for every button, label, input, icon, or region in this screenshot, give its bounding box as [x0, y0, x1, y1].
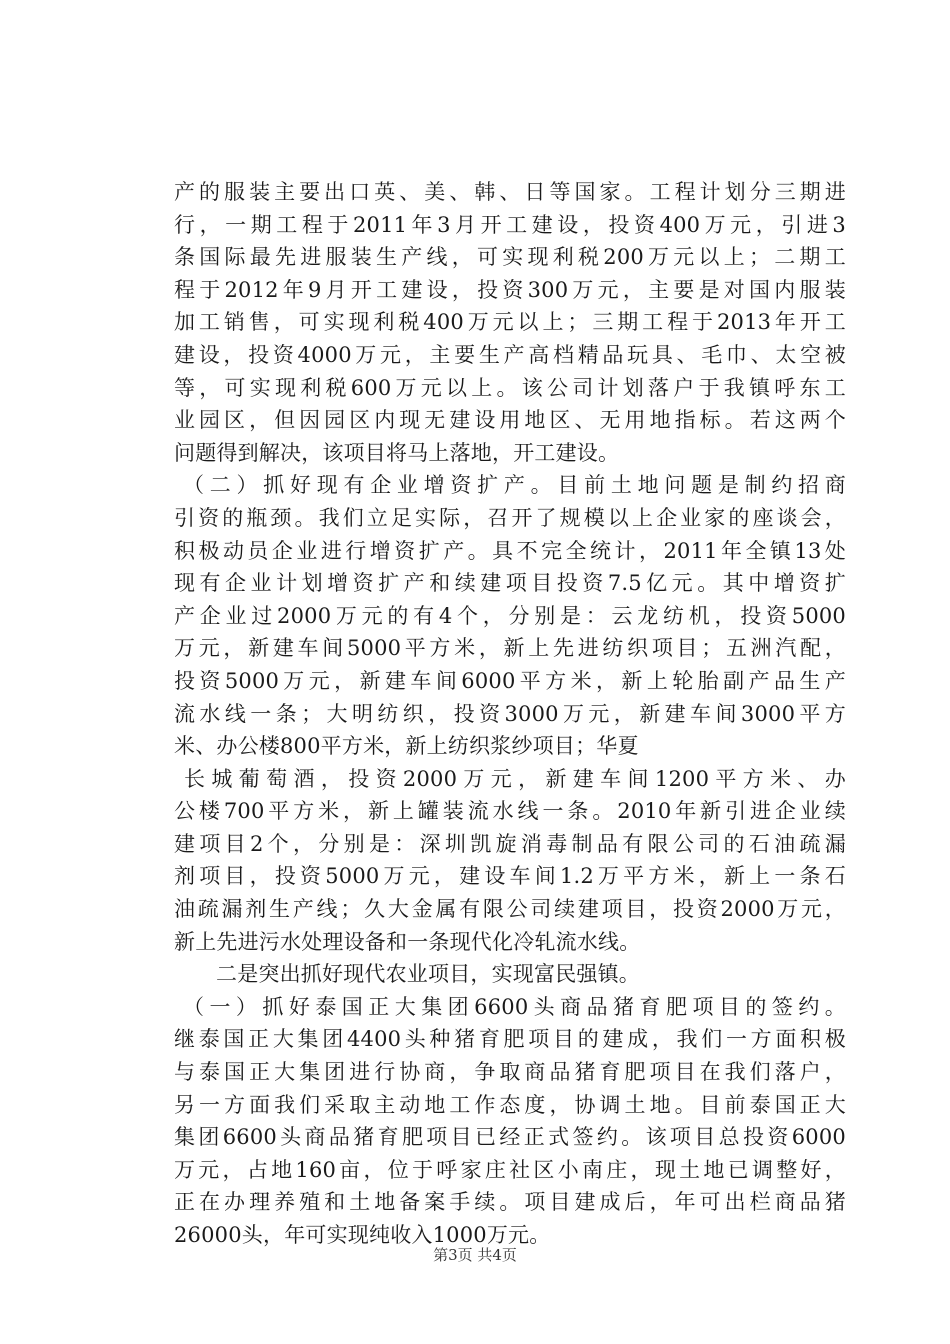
- text-line: 建设，投资4000万元，主要生产高档精品玩具、毛巾、太空被: [174, 342, 846, 367]
- text-line: 与泰国正大集团进行协商，争取商品猪育肥项目在我们落户，: [174, 1060, 846, 1085]
- text-line: 产的服装主要出口英、美、韩、日等国家。工程计划分三期进: [174, 180, 846, 204]
- text-line: 等，可实现利税600万元以上。该公司计划落户于我镇呼东工: [174, 375, 846, 400]
- text-line: 条国际最先进服装生产线，可实现利税200万元以上；二期工: [174, 245, 846, 270]
- text-line: 程于2012年9月开工建设，投资300万元，主要是对国内服装: [174, 277, 846, 302]
- text-line: 新上先进污水处理设备和一条现代化冷轧流水线。: [174, 929, 641, 954]
- text-line: 现有企业计划增资扩产和续建项目投资7.5亿元。其中增资扩: [174, 571, 846, 596]
- text-line: 万元，新建车间5000平方米，新上先进纺织项目；五洲汽配，: [174, 636, 846, 661]
- text-line: 继泰国正大集团4400头种猪育肥项目的建成，我们一方面积极: [174, 1027, 846, 1052]
- text-line: 26000头，年可实现纯收入1000万元。: [174, 1223, 551, 1247]
- paragraph-first-line: （二）抓好现有企业增资扩产。目前土地问题是制约招商: [183, 473, 846, 498]
- text-line: 产企业过2000万元的有4个，分别是：云龙纺机，投资5000: [174, 603, 846, 628]
- text-line: 业园区，但因园区内现无建设用地区、无用地指标。若这两个: [174, 408, 846, 433]
- paragraph-first-line: （一）抓好泰国正大集团6600头商品猪育肥项目的签约。: [183, 994, 846, 1019]
- text-line: 行，一期工程于2011年3月开工建设，投资400万元，引进3: [174, 212, 846, 237]
- text-line: 问题得到解决，该项目将马上落地，开工建设。: [174, 440, 620, 465]
- text-line: 积极动员企业进行增资扩产。具不完全统计，2011年全镇13处: [174, 538, 846, 563]
- text-line: 投资5000万元，新建车间6000平方米，新上轮胎副产品生产: [174, 668, 846, 693]
- text-line: 建项目2个，分别是：深圳凯旋消毒制品有限公司的石油疏漏: [174, 831, 846, 856]
- text-line: 米、办公楼800平方米，新上纺织浆纱项目；华夏: [174, 734, 639, 759]
- text-line: 加工销售，可实现利税400万元以上；三期工程于2013年开工: [174, 310, 846, 335]
- text-line: 万元，占地160亩，位于呼家庄社区小南庄，现土地已调整好，: [174, 1157, 846, 1182]
- text-line: 公楼700平方米，新上罐装流水线一条。2010年新引进企业续: [174, 799, 846, 824]
- document-body: [174, 176, 846, 1252]
- text-line: 油疏漏剂生产线；久大金属有限公司续建项目，投资2000万元，: [174, 897, 846, 922]
- text-line: 另一方面我们采取主动地工作态度，协调土地。目前泰国正大: [174, 1092, 846, 1117]
- paragraph-first-line: 长城葡萄酒，投资2000万元，新建车间1200平方米、办: [184, 766, 846, 791]
- text-line: 流水线一条；大明纺织，投资3000万元，新建车间3000平方: [174, 701, 846, 726]
- page-number: 第3页 共4页: [433, 1246, 517, 1264]
- text-line: 正在办理养殖和土地备案手续。项目建成后，年可出栏商品猪: [174, 1190, 846, 1215]
- text-line: 集团6600头商品猪育肥项目已经正式签约。该项目总投资6000: [174, 1125, 846, 1150]
- paragraph-first-line: 二是突出抓好现代农业项目，实现富民强镇。: [216, 962, 640, 987]
- text-line: 引资的瓶颈。我们立足实际，召开了规模以上企业家的座谈会，: [174, 505, 846, 530]
- text-line: 剂项目，投资5000万元，建设车间1.2万平方米，新上一条石: [174, 864, 846, 889]
